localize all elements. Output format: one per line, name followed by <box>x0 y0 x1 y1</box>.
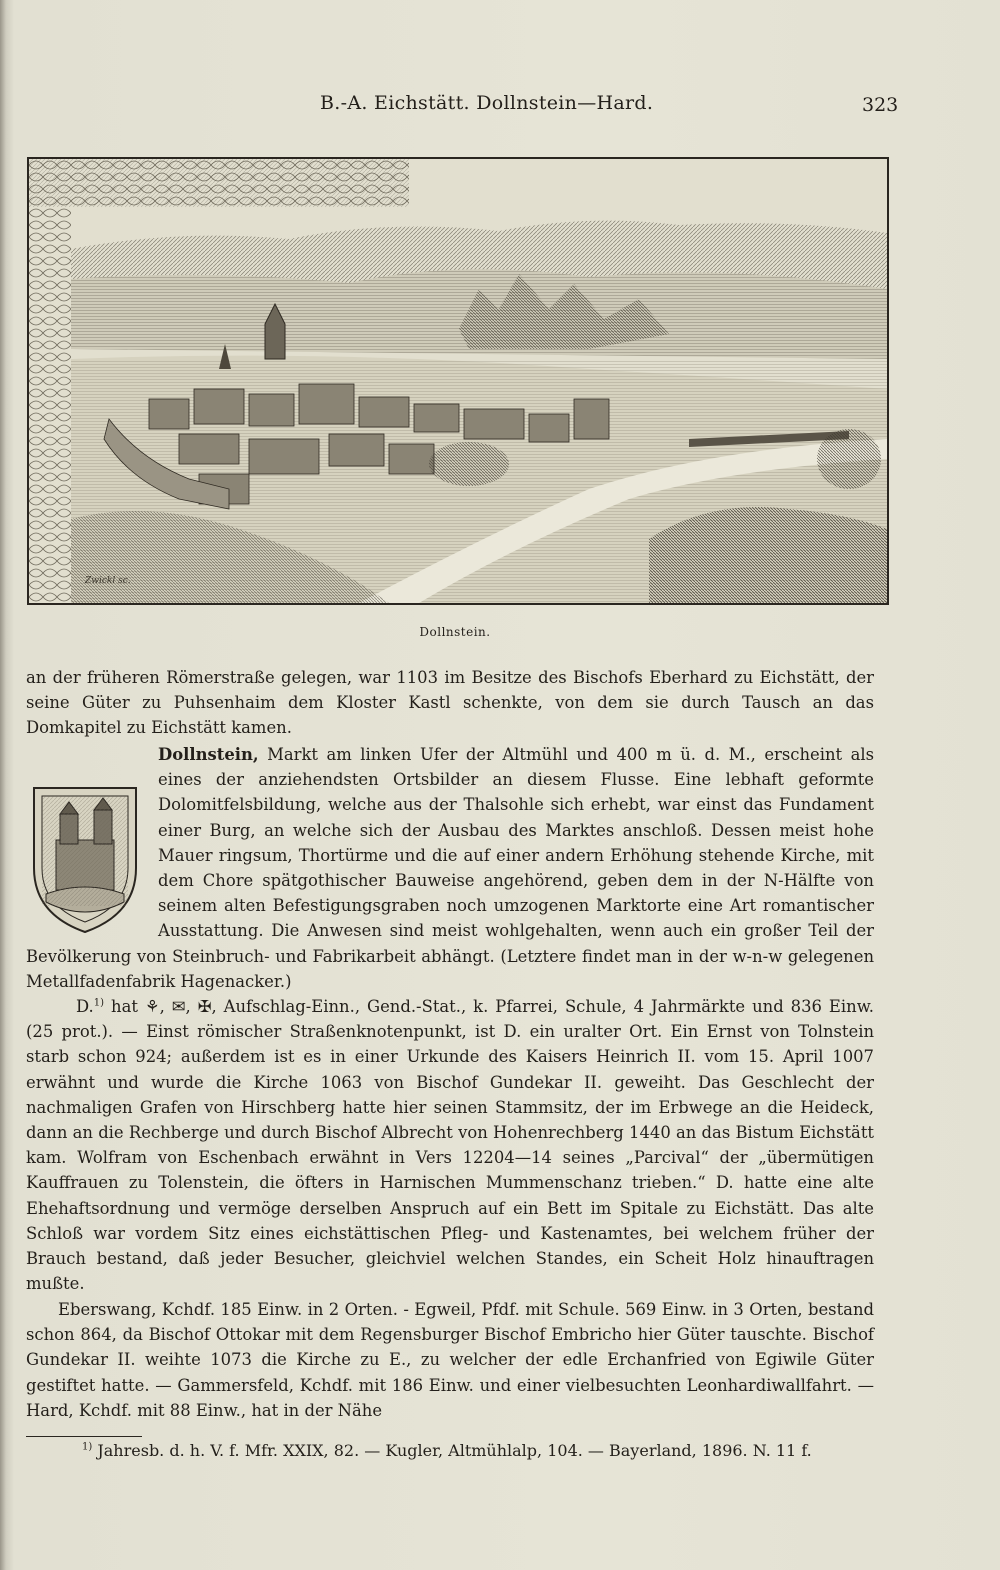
engraver-mark: Zwickl sc. <box>85 576 131 586</box>
shield-icon <box>26 784 144 936</box>
paragraph-3 <box>26 994 874 1296</box>
engraving-dollnstein <box>27 157 889 605</box>
figure-caption: Dollnstein. <box>419 625 491 639</box>
page-number: 323 <box>862 94 899 116</box>
landscape-engraving <box>29 159 887 603</box>
paragraph-4: Eberswang, Kchdf. 185 Einw. in 2 Orten. - Egweil, Pfdf. mit Schule. 569 Einw. in 3 Orten, bestand schon 864, da Bischof Ottokar mit dem Regensburger Bischof Embricho hier Güter tauschte. Bischof Gundekar II. weihte 1073 die Kirche zu E., zu welcher der edle Erchanfried von Egiwile Güter gestiftet hatte. — Gammersfeld, Kchdf. mit 186 Einw. und einer vielbesuchten Leonhardiwallfahrt. — Hard, Kchdf. mit 88 Einw., hat in der Nähe <box>26 1300 874 1420</box>
footnote-ref: 1) <box>93 997 105 1009</box>
footnote <box>82 1440 882 1462</box>
page-header <box>20 92 1000 122</box>
paragraph-3-start: D. <box>76 997 94 1016</box>
coat-of-arms <box>26 784 144 936</box>
entry-title: Dollnstein, <box>158 745 259 764</box>
footnote-marker: 1) <box>82 1441 93 1453</box>
paragraph-1: an der früheren Römerstraße gelegen, war 1103 im Besitze des Bischofs Eberhard zu Eichstätt, der seine Güter zu Puhsenhaim dem Kloster Kastl schenkte, von dem sie durch Tausch an das Domkapitel zu Eichstätt kamen. <box>26 668 874 738</box>
running-title: B.-A. Eichstätt. Dollnstein—Hard. <box>320 92 654 114</box>
paragraph-dollnstein <box>26 742 874 994</box>
footnote-rule <box>26 1436 142 1437</box>
paragraph-2-text: Markt am linken Ufer der Altmühl und 400 m ü. d. M., erscheint als eines der anziehendsten Ortsbilder an diesem Flusse. Eine lebhaft geformte Dolomitfelsbildung, welche aus der Thalsohle sich erhebt, war einst das Fundament einer Burg, an welche sich der Ausbau des Marktes anschloß. Dessen meist hohe Mauer ringsum, Thortürme und die auf einer andern Erhöhung stehende Kirche, mit dem Chore spätgothischer Bauweise angehörend, geben dem in der N-Hälfte von seinem alten Befestigungsgraben noch umzogenen Marktorte eine Art romantischer Ausstattung. Die Anwesen sind meist wohlgehalten, wenn auch ein großer Teil der Bevölkerung von Steinbruch- und Fabrikarbeit abhängt. (Letztere findet man in der w-n-w gelegenen Metallfadenfabrik Hagenacker.) <box>26 745 874 991</box>
paragraph-3-text: hat ⚘, ✉, ✠, Aufschlag-Einn., Gend.-Stat., k. Pfarrei, Schule, 4 Jahrmärkte und 836 Einw. (25 prot.). — Einst römischer Straßenknotenpunkt, ist D. ein uralter Ort. Ein Ernst von Tolnstein starb schon 924; außerdem ist es in einer Urkunde des Kaisers Heinrich II. vom 15. April 1007 erwähnt und wurde die Kirche 1063 von Bischof Gundekar II. geweiht. Das Geschlecht der nachmaligen Grafen von Hirschberg hatte hier seinen Stammsitz, der im Erbwege an die Heideck, dann an die Rechberge und durch Bischof Albrecht von Hohenrechberg 1440 an das Bistum Eichstätt kam. Wolfram von Eschenbach erwähnt in Vers 12204—14 seines „Parcival“ der „übermütigen Kauffrauen zu Tolenstein, die öfters in Harnischen Mummenschanz trieben.“ D. hatte eine alte Ehehaftsordnung und vermöge derselben Anspruch auf ein Bett im Spitale zu Eichstätt. Das alte Schloß war vordem Sitz eines eichstättischen Pfleg- und Kastenamtes, bei welchem früher der Brauch bestand, daß jeder Besucher, gleichviel welchen Standes, ein Scheit Holz hinauftragen mußte. <box>26 997 874 1294</box>
footnote-text: Jahresb. d. h. V. f. Mfr. XXIX, 82. — Kugler, Altmühlalp, 104. — Bayerland, 1896. N. 11 f. <box>92 1441 812 1460</box>
